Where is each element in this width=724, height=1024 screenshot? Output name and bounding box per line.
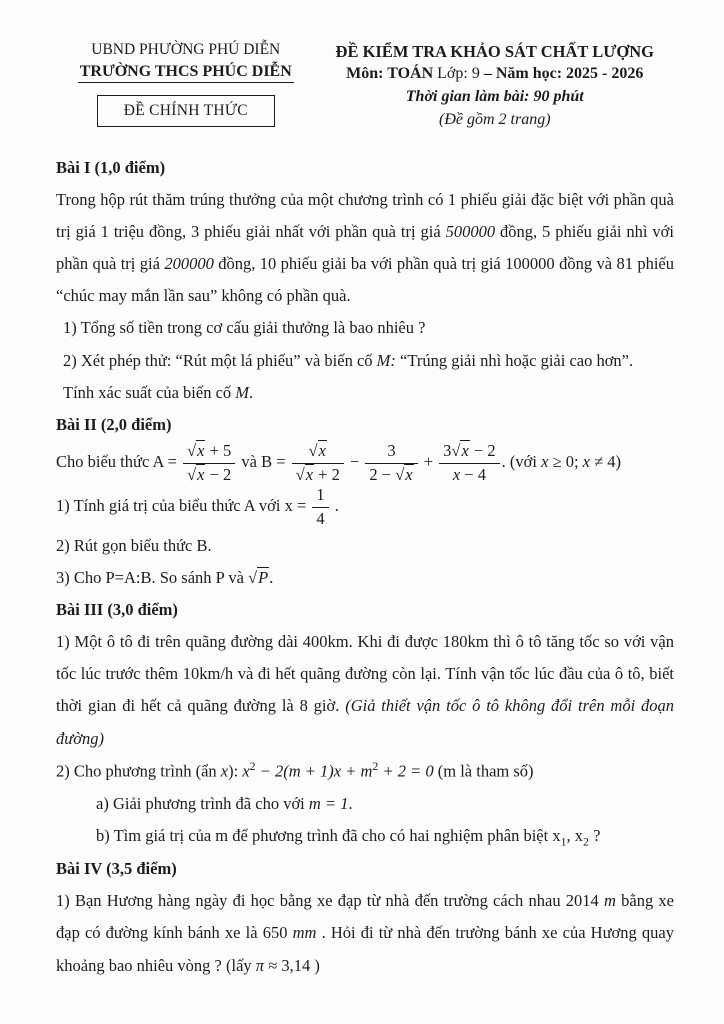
sqrt-expression: √x — [308, 441, 326, 461]
school-name: TRƯỜNG THCS PHÚC DIỄN — [56, 61, 316, 83]
section-heading-bai-3: Bài III (3,0 điểm) — [56, 599, 178, 619]
exam-title-block — [316, 40, 674, 132]
fraction: $\frac{3√x - 2}{x - 4}$ — [439, 441, 499, 485]
subject-line: Môn: TOÁN Lớp: 9 – Năm học: 2025 - 2026 — [346, 65, 644, 83]
fraction: $\frac{1}{4}$ — [312, 485, 328, 529]
sqrt-expression: √x — [295, 464, 314, 484]
bai2-question-1: 1) Tính giá trị của biểu thức A với x = $\frac{1}{4}$ . — [56, 485, 339, 528]
section-heading-bai-1: Bài I (1,0 điểm) — [56, 157, 166, 177]
sqrt-expression: √x — [395, 464, 413, 484]
bai1-intro: Trong hộp rút thăm trúng thưởng của một chương trình có 1 phiếu giải đặc biệt với phần quà trị giá 1 triệu đồng, 3 phiếu giải nhất với phần quà trị giá 500000 đồng, 5 phiếu giải nhì với phần quà trị giá 200000 đồng, 10 phiếu giải ba với phần quà trị giá 100000 đồng và 81 phiếu “chúc may mắn lần sau” không có phần quà. — [56, 189, 675, 306]
bai3-problem-2: 2) Cho phương trình (ẩn x): $x^2 - 2(m + 1)x + m^2 + 2 = 0$ (m là tham số) — [56, 758, 534, 781]
sqrt-expression: √x — [451, 441, 469, 461]
fraction: $\frac{3}{2 - √x}$ — [365, 441, 417, 485]
fraction: $\frac{√x}{√x + 2}$ — [292, 441, 344, 485]
exam-title: ĐỀ KIỂM TRA KHẢO SÁT CHẤT LƯỢNG — [335, 42, 654, 61]
sqrt-expression: √P — [248, 567, 269, 587]
bai2-expression: Cho biểu thức A = $\frac{√x + 5}{√x - 2}$ và B = $\frac{√x}{√x + 2}$ − $\frac{3}{2 - √x}$ + $\frac{3√x - 2}{x - 4}$ . (với x ≥ 0; x ≠ 4) — [56, 441, 622, 484]
official-stamp-box: ĐỀ CHÍNH THỨC — [97, 95, 275, 127]
exam-body — [56, 152, 674, 982]
fraction: $\frac{√x + 5}{√x - 2}$ — [183, 441, 235, 485]
bai4-problem-1: 1) Bạn Hương hàng ngày đi học bằng xe đạp từ nhà đến trường cách nhau 2014 m bằng xe đạp có đường kính bánh xe là 650 mm . Hỏi đi từ nhà đến trường bánh xe của Hương quay khoảng bao nhiêu vòng ? (lấy π ≈ 3,14 ) — [56, 891, 674, 975]
bai1-question-2: 2) Xét phép thử: “Rút một lá phiếu” và biến cố M: “Trúng giải nhì hoặc giải cao hơn”. — [63, 350, 634, 370]
section-heading-bai-2: Bài II (2,0 điểm) — [56, 414, 172, 434]
document-header — [56, 40, 674, 132]
bai3-problem-2a: a) Giải phương trình đã cho với m = 1. — [96, 793, 353, 813]
bai1-question-2b: Tính xác suất của biến cố M. — [63, 382, 254, 402]
authority-name: UBND PHƯỜNG PHÚ DIỄN — [91, 41, 281, 58]
bai3-problem-2b: b) Tìm giá trị của m để phương trình đã cho có hai nghiệm phân biệt $x_1$, $x_2$ ? — [96, 825, 601, 848]
school-block — [56, 40, 316, 127]
section-heading-bai-4: Bài IV (3,5 điểm) — [56, 859, 177, 879]
bai2-question-3: 3) Cho P=A:B. So sánh P và √P. — [56, 567, 274, 587]
sqrt-expression: √x — [187, 464, 205, 484]
sqrt-expression: √x — [187, 441, 205, 461]
bai2-question-2: 2) Rút gọn biểu thức B. — [56, 535, 212, 555]
page-count-note: (Đề gồm 2 trang) — [438, 110, 551, 128]
bai3-problem-1: 1) Một ô tô đi trên quãng đường dài 400km. Khi đi được 180km thì ô tô tăng tốc so với vận tốc lúc trước thêm 10km/h và đi hết quãng đường còn lại. Tính vận tốc lúc đầu của ô tô, biết thời gian đi hết cả quãng đường là 8 giờ. (Giả thiết vận tốc ô tô không đổi trên mỗi đoạn đường) — [56, 632, 674, 748]
duration-note: Thời gian làm bài: 90 phút — [405, 88, 584, 106]
bai1-question-1: 1) Tổng số tiền trong cơ cấu giải thưởng là bao nhiêu ? — [63, 318, 426, 338]
